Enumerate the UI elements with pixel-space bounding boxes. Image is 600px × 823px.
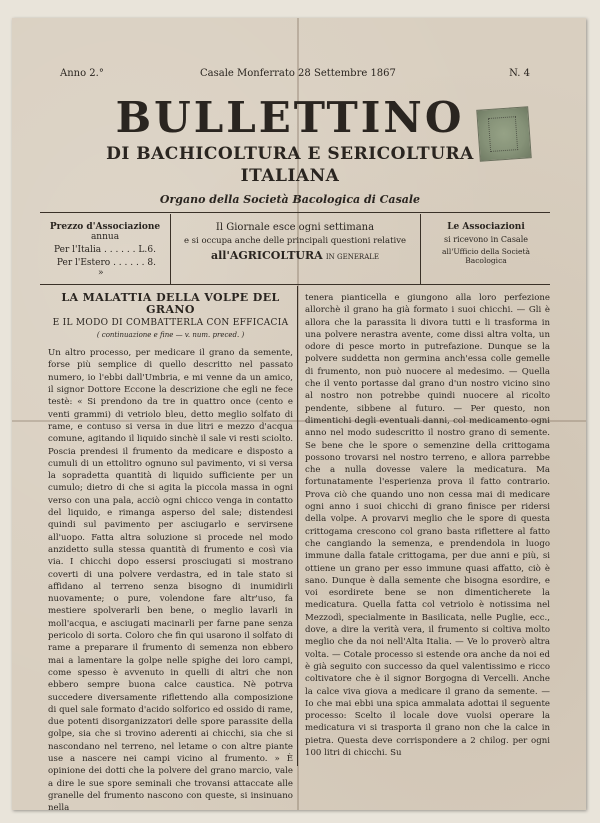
- top-rule: [40, 212, 550, 213]
- column-divider: [297, 286, 298, 766]
- article-title: LA MALATTIA DELLA VOLPE DEL GRANO: [61, 291, 280, 317]
- bottom-rule: [40, 284, 550, 285]
- office-title: Le Associazioni: [447, 222, 525, 232]
- italia-price: 6.: [147, 245, 156, 255]
- italia-label: Per l'Italia . . . . . . L.: [54, 245, 148, 255]
- office-line-2: si ricevono in Casale: [444, 235, 528, 244]
- anno-label: Anno 2.°: [60, 68, 104, 79]
- agricoltura-text: all'AGRICOLTURA: [210, 249, 323, 262]
- estero-label: Per l'Estero . . . . . . »: [56, 258, 145, 278]
- organ-line: Organo della Società Bacologica di Casale: [159, 193, 421, 206]
- info-boxes: [40, 214, 550, 284]
- center-line-1: Il Giornale esce ogni settimana: [215, 222, 375, 233]
- assoc-title: Prezzo d'Associazione: [49, 222, 161, 232]
- article-subtitle: E IL MODO DI COMBATTERLA CON EFFICACIA: [52, 317, 289, 328]
- estero-row: [40, 258, 170, 278]
- right-column: [305, 292, 550, 759]
- place-date: Casale Monferrato 28 Settembre 1867: [200, 68, 396, 79]
- right-article-text: tenera pianticella e giungono alla loro perfezione allorchè il grano ha già formato i suoi chicchi. — Gli è allora che la parassita li divora tutti e li trasforma in una polvere nerastra avente, come dissi altra volta, un odore di pesce morto in putrefazione. Dunque se la polvere suddetta non germina anch'essa colle gemelle di frumento, non può nuocere al medesimo. — Quella che il vento portasse dal grano d'un nostro vicino sino al nostro non potrebbe quindi nuocere al ricolto pendente, sibbene al futuro. — Per questo, non dimentichi degli eventuali danni, col medicamento ogni anno nel modo sudescritto il nostro grano di semente. Se bene che le spore o semenzine della crittogama possono trovarsi nel nostro terreno, e allora parrebbe che a nulla dovesse valere la medicatura. Ma fortunatamente l'esperienza prova il fatto contrario. Prova ciò che quando uno non cessa mai di medicare ogni anno i suoi chicchi di grano finisce per ridersi della volpe. A provarvi meglio che le spore di questa crittogama crescono col grano basta riflettere al fatto che cangiando la semenza, e prendendola in luogo immune dalla fatale crittogama, per due anni e più, si ottiene un grano per esso immune quasi affatto, ciò è sano. Dunque è dalla semente che bisogna esordire, e voi esordirete bene se non dimenticherete la medicatura. Quella fatta col vetriolo è notissima nel Mezzodì, specialmente in Basilicata, nelle Puglie, ecc., dove, a dire la verità vera, il frumento si coltiva molto meglio che da noi nell'Alta Italia. — Ve lo proverò altra volta. — Cotale processo si estende ora anche da noi ed è già seguito con successo da quel valentissimo e ricco coltivatore che è il signor Borgogna di Vercelli. Anche la calce viva giova a medicare il grano da semente. — Io che mai ebbi una spica ammalata adottai il seguente processo: Scelto il locale dove vuolsi operare la medicatura vi si trasporta il grano non che la calce in pietra. Questa deve corrispondere a 2 chilog. per ogni 100 litri di chicchi. Su: [305, 293, 550, 758]
- office-box: [420, 214, 551, 284]
- in-generale-text: IN GENERALE: [325, 253, 380, 261]
- subscription-box: [40, 214, 171, 284]
- center-line-3: [170, 249, 420, 262]
- center-line-2: e si occupa anche delle principali questioni relative: [183, 236, 407, 246]
- issue-line: [40, 68, 530, 84]
- issue-number: N. 4: [509, 68, 530, 79]
- estero-price: 8.: [147, 258, 156, 268]
- italia-row: [40, 245, 170, 255]
- publication-info-box: [170, 214, 420, 284]
- masthead: [60, 95, 520, 206]
- office-line-3: all'Ufficio della Società Bacologica: [442, 247, 530, 265]
- left-column: [48, 292, 293, 814]
- left-article-text: Un altro processo, per medicare il grano da semente, forse più semplice di quello descritto nel passato numero, io l'ebbi dall'Umbria, e mi venne da un amico, il signor Dottore Eccone la descrizione che egli ne fece testè: « Si prendono da tre in quattro once (cento e venti grammi) di vetriolo bleu, detto meglio solfato di rame, e contuso si versa in due litri e mezzo d'acqua comune, agitando il liquido sinchè il sale vi resti sciolto. Poscia prendesi il frumento da medicare e disposto a cumuli di un ettolitro ognuno sul pavimento, vi si versa la sopradetta quantità di liquido sufficiente per un cumulo; dietro di che si agita la piccola massa in ogni verso con una pala, acciò ogni chicco venga in contatto del liquido, e rimanga asperso del sale; distendesi quindi sul pavimento per asciugarlo e servirsene all'uopo. Fatta altra soluzione si procede nel modo anzidetto sulla stessa quantità di frumento e così via via. I chicchi dopo essersi prosciugati si mostrano coverti di una polvere verdastra, ed in tale stato si affidano al terreno senza bisogno di inumidirli nuovamente; o pure, volendone fare altr'uso, fa mestiere spolverarli ben bene, o meglio lavarli in moll'acqua, e asciugati macinarli per farne pane senza pericolo di sorta. Coloro che fin qui usarono il solfato di rame a preparare il frumento di semenza non ebbero mai a lamentare la golpe nelle spighe dei loro campi, come spesso è avvenuto in quelli di altri che non ebbero sempre buona calce caustica. Nè potrva succedere diversamente riflettendo alla composizione di quel sale formato d'acido solforico ed ossido di rame, due potenti disorganizzatori delle spore parassite della golpe, sia che si trovino aderenti ai chicchi, sia che si nascondano nel terreno, nel letame o con altre piante use a nascere nei campi vicino al frumento. » È opinione dei dotti che la polvere del grano marcio, vale a dire le sue spore seminali che trovansi attaccate alle granelle del frumento nascono con queste, si insinuano nella: [48, 348, 293, 814]
- assoc-sub: annua: [90, 232, 120, 242]
- newspaper-title: BULLETTINO: [115, 93, 465, 142]
- postage-stamp: [476, 106, 532, 162]
- newspaper-subtitle: DI BACHICOLTURA E SERICOLTURA ITALIANA: [106, 144, 474, 186]
- article-note: ( continuazione e fine — v. num. preced. ): [96, 330, 245, 339]
